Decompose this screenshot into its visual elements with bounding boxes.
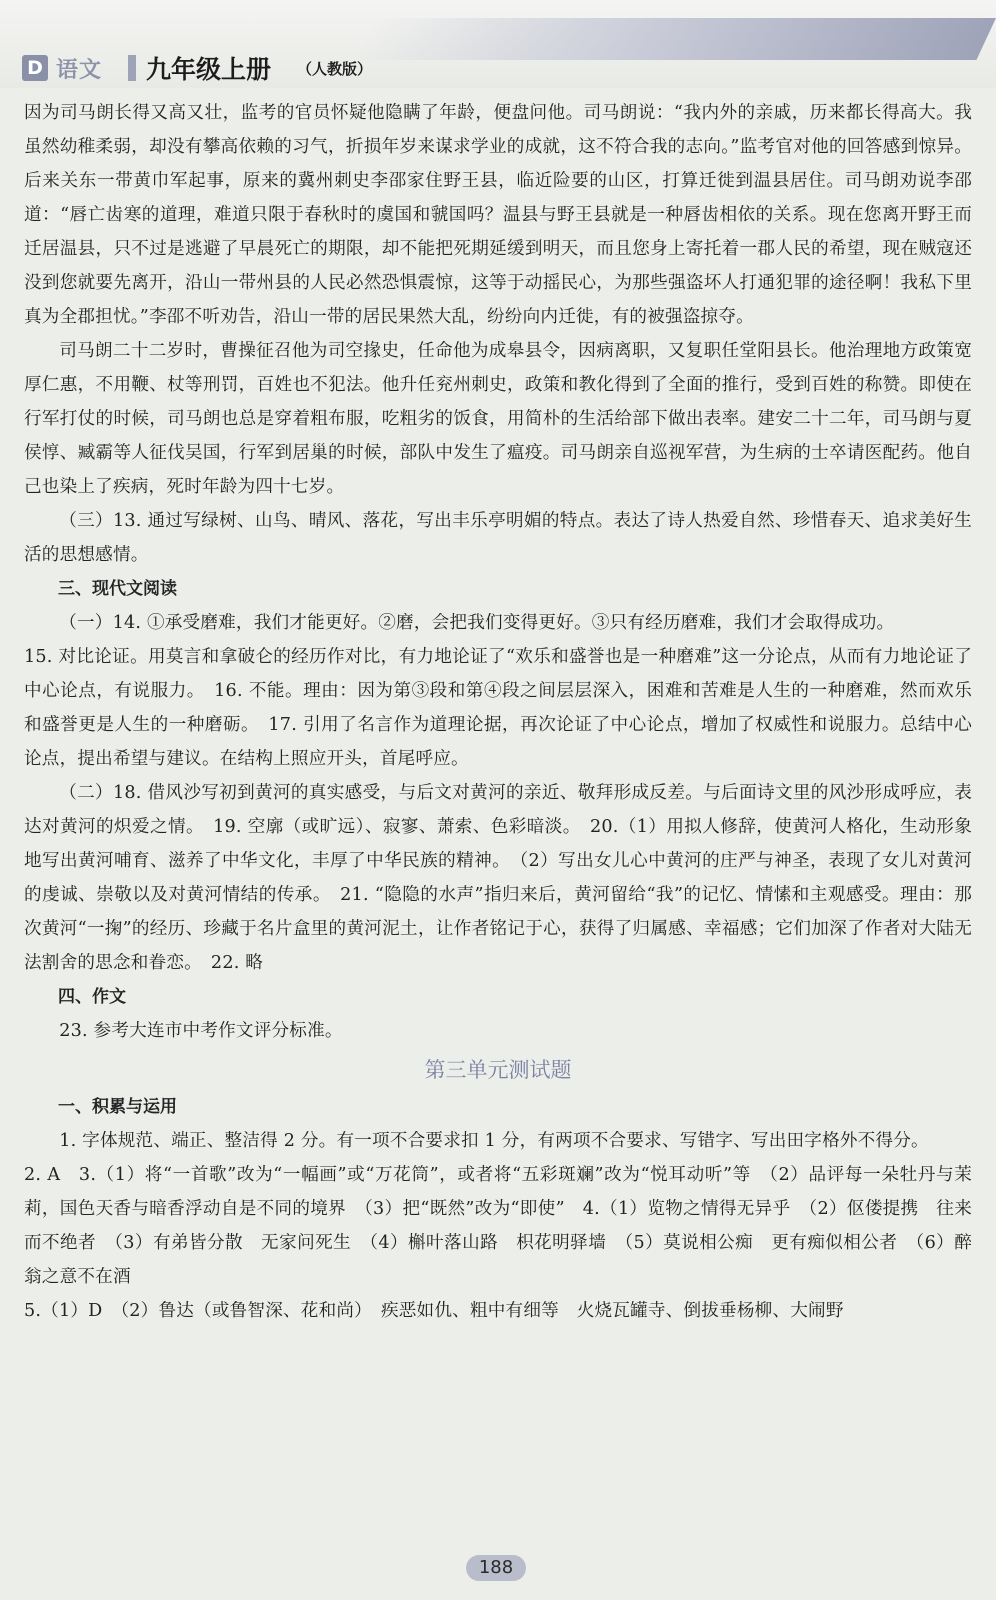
answer-paragraph: （二）18. 借风沙写初到黄河的真实感受，与后文对黄河的亲近、敬拜形成反差。与后面诗文里的风沙形成呼应，表达对黄河的炽爱之情。 19. 空廓（或旷远）、寂寥、萧索、色彩暗淡。 20.（1）用拟人修辞，使黄河人格化，生动形象地写出黄河哺育、滋养了中华文化，丰厚了中华民族的精神。 （2）写出女儿心中黄河的庄严与神圣，表现了女儿对黄河的虔诚、崇敬以及对黄河情结的传承。 21. “隐隐的水声”指归来后，黄河留给“我”的记忆、情愫和主观感受。理由：那次黄河“一掬”的经历、珍藏于名片盒里的黄河泥土，让作者铭记于心，获得了归属感、幸福感；它们加深了作者对大陆无法割舍的思念和眷恋。 22. 略 [24,783,972,973]
answer-paragraph: 23. 参考大连市中考作文评分标准。 [59,1021,343,1041]
series-badge: D [22,55,48,81]
answer-paragraph: （一）14. ①承受磨难，我们才能更好。②磨，会把我们变得更好。③只有经历磨难，我们才会取得成功。 [59,613,895,633]
answer-paragraph: 司马朗二十二岁时，曹操征召他为司空掾史，任命他为成皋县令，因病离职，又复职任堂阳县长。他治理地方政策宽厚仁惠，不用鞭、杖等刑罚，百姓也不犯法。他升任兖州刺史，政策和教化得到了全面的推行，受到百姓的称赞。即使在行军打仗的时候，司马朗也总是穿着粗布服，吃粗劣的饭食，用简朴的生活给部下做出表率。建安二十二年，司马朗与夏侯惇、臧霸等人征伐吴国，行军到居巢的时候，部队中发生了瘟疫。司马朗亲自巡视军营，为生病的士卒请医配药。他自己也染上了疾病，死时年龄为四十七岁。 [24,341,972,497]
subject-divider [128,55,136,81]
subject-label: 语文 [56,58,103,83]
page-content [24,96,972,1328]
book-title: 九年级上册 [146,55,272,84]
answer-paragraph: 1. 字体规范、端正、整洁得 2 分。有一项不合要求扣 1 分，有两项不合要求、写错字、写出田字格外不得分。 [59,1131,929,1151]
section-heading: 一、积累与运用 [58,1097,177,1117]
page-number: 188 [466,1555,526,1581]
unit-title: 第三单元测试题 [424,1058,572,1082]
answer-paragraph: 2. A 3.（1）将“一首歌”改为“一幅画”或“万花筒”，或者将“五彩斑斓”改为“悦耳动听”等 （2）品评每一朵牡丹与茉莉，国色天香与暗香浮动自是不同的境界 （3）把“既然”改为“即使” 4.（1）览物之情得无异乎 （2）伛偻提携 往来而不绝者 （3）有弟皆分散 无家问死生 （4）槲叶落山路 枳花明驿墙 （5）莫说相公痴 更有痴似相公者 （6）醉翁之意不在酒 [24,1165,972,1287]
header-decor-stripe [356,18,996,60]
answer-paragraph: 15. 对比论证。用莫言和拿破仑的经历作对比，有力地论证了“欢乐和盛誉也是一种磨难”这一分论点，从而有力地论证了中心论点，有说服力。 16. 不能。理由：因为第③段和第④段之间层层深入，困难和苦难是人生的一种磨难，然而欢乐和盛誉更是人生的一种磨砺。 17. 引用了名言作为道理论据，再次论证了中心论点，增加了权威性和说服力。总结中心论点，提出希望与建议。在结构上照应开头，首尾呼应。 [24,647,972,769]
answer-paragraph: 因为司马朗长得又高又壮，监考的官员怀疑他隐瞒了年龄，便盘问他。司马朗说：“我内外的亲戚，历来都长得高大。我虽然幼稚柔弱，却没有攀高依赖的习气，折损年岁来谋求学业的成就，这不符合我的志向。”监考官对他的回答感到惊异。后来关东一带黄巾军起事，原来的冀州刺史李邵家住野王县，临近险要的山区，打算迁徙到温县居住。司马朗劝说李邵道：“唇亡齿寒的道理，难道只限于春秋时的虞国和虢国吗？温县与野王县就是一种唇齿相依的关系。现在您离开野王而迁居温县，只不过是逃避了早晨死亡的期限，却不能把死期延缓到明天，而且您身上寄托着一郡人民的希望，现在贼寇还没到您就要先离开，沿山一带州县的人民必然恐惧震惊，这等于动摇民心，为那些强盗坏人打通犯罪的途径啊！我私下里真为全郡担忧。”李邵不听劝告，沿山一带的居民果然大乱，纷纷向内迁徙，有的被强盗掠夺。 [24,103,972,327]
answer-paragraph: （三）13. 通过写绿树、山鸟、晴风、落花，写出丰乐亭明媚的特点。表达了诗人热爱自然、珍惜春天、追求美好生活的思想感情。 [24,511,972,565]
section-heading: 三、现代文阅读 [58,579,177,599]
page-header [0,0,996,92]
section-heading: 四、作文 [58,987,126,1007]
answer-paragraph: 5.（1）D （2）鲁达（或鲁智深、花和尚） 疾恶如仇、粗中有细等 火烧瓦罐寺、倒拔垂杨柳、大闹野 [24,1301,844,1321]
edition-label: （人教版） [297,60,373,78]
